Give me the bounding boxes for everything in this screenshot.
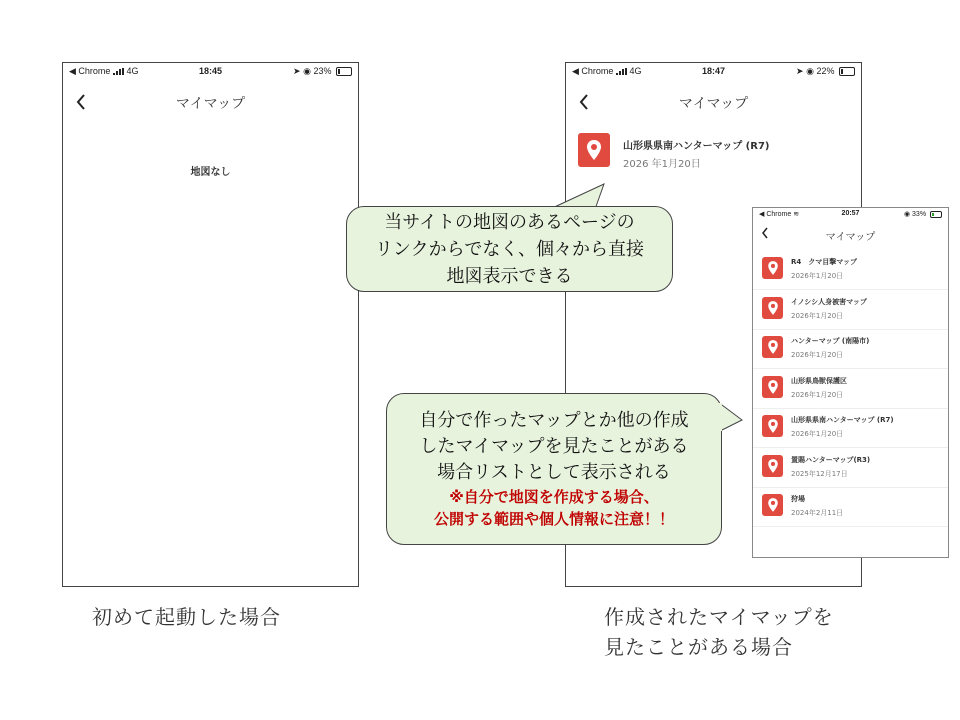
- caption-viewed-maps: [604, 602, 834, 662]
- battery-percent: 22%: [816, 66, 835, 76]
- map-title: 山形県鳥獣保護区: [791, 376, 847, 385]
- map-date: 2025年12月17日: [791, 469, 848, 478]
- bubble-2-line-1: 自分で作ったマップとか他の作成: [419, 410, 689, 431]
- status-time: 20:57: [841, 210, 860, 217]
- map-title: ハンターマップ (南陽市): [791, 337, 870, 345]
- map-title: 置賜ハンターマップ(R3): [791, 455, 871, 464]
- map-date: 2026年1月20日: [791, 272, 844, 280]
- location-icon: ➤: [796, 66, 804, 76]
- map-date: 2026 年1月20日: [623, 159, 701, 170]
- battery-percent: 33%: [912, 211, 927, 218]
- page-title: マイマップ: [678, 96, 749, 112]
- bubble-1-line-2: リンクからでなく、個々から直接: [374, 239, 645, 260]
- map-title: イノシシ人身被害マップ: [791, 297, 867, 306]
- bubble-2-warning-2: 公開する範囲や個人情報に注意！！: [433, 510, 674, 528]
- network-label: 4G: [629, 66, 642, 76]
- map-title: 山形県県南ハンターマップ (R7): [623, 141, 770, 152]
- map-title: 山形県県南ハンターマップ (R7): [791, 416, 894, 424]
- battery-percent: 23%: [313, 66, 332, 76]
- empty-message: 地図なし: [190, 167, 231, 178]
- bubble-2-warning-1: ※自分で地図を作成する場合、: [449, 488, 659, 506]
- bubble-1-line-1: 当サイトの地図のあるページの: [384, 212, 635, 233]
- bubble-1-line-3: 地図表示できる: [446, 266, 573, 287]
- callout-bubble-list-explanation: [386, 393, 722, 545]
- status-time: 18:47: [701, 66, 726, 76]
- caption-viewed-maps-line-1: 作成されたマイマップを: [604, 605, 834, 629]
- location-icon: ➤: [293, 66, 301, 76]
- map-date: 2026年1月20日: [791, 390, 844, 399]
- map-date: 2026年1月20日: [791, 311, 844, 320]
- caption-viewed-maps-line-2: 見たことがある場合: [604, 635, 793, 659]
- carrier-label: ◀ Chrome: [69, 66, 111, 76]
- page-title: マイマップ: [175, 96, 246, 112]
- wifi-icon: ≋: [793, 211, 800, 218]
- map-title: R4 クマ目撃マップ: [791, 258, 857, 266]
- bubble-2-line-3: 場合リストとして表示される: [437, 462, 671, 483]
- map-title: 狩場: [791, 495, 805, 503]
- orientation-lock-icon: ◉: [303, 66, 311, 76]
- page-title: マイマップ: [825, 232, 876, 243]
- bubble-2-line-2: したマイマップを見たことがある: [419, 436, 689, 457]
- carrier-label: ◀ Chrome: [572, 66, 614, 76]
- orientation-lock-icon: ◉: [903, 211, 911, 218]
- map-date: 2024年2月11日: [791, 509, 844, 517]
- caption-first-launch: 初めて起動した場合: [92, 605, 281, 629]
- status-time: 18:45: [198, 66, 223, 76]
- orientation-lock-icon: ◉: [806, 66, 814, 76]
- network-label: 4G: [126, 66, 139, 76]
- map-date: 2026年1月20日: [791, 351, 844, 359]
- carrier-label: ◀ Chrome: [759, 211, 792, 218]
- map-date: 2026年1月20日: [791, 430, 844, 438]
